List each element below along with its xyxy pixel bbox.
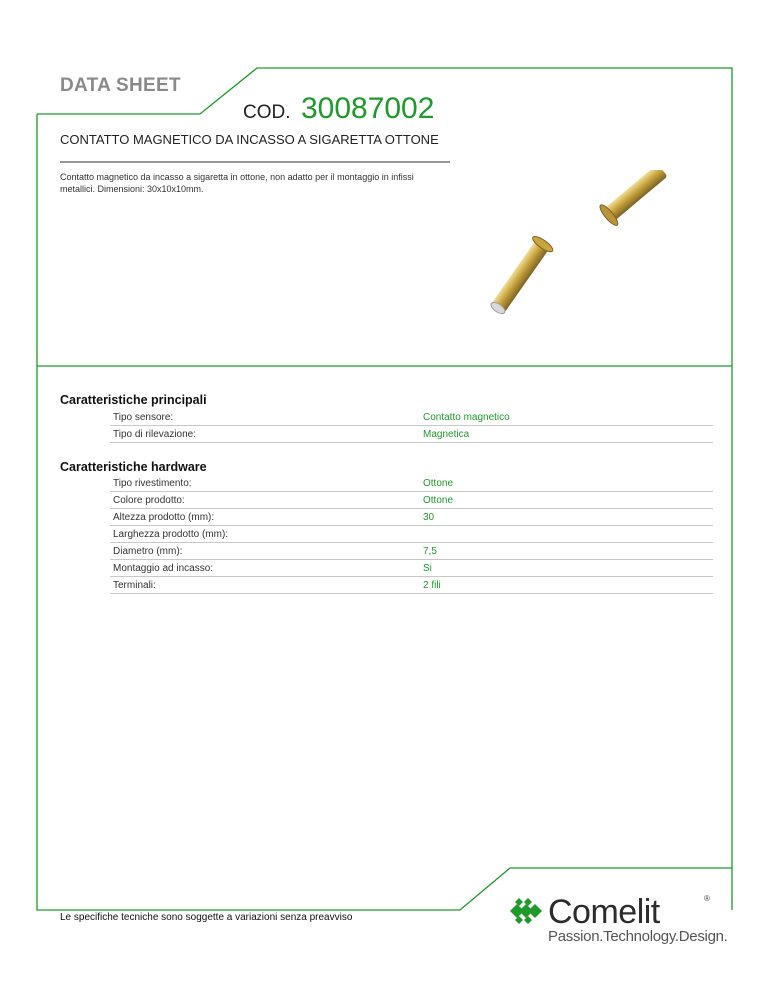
product-code bbox=[243, 92, 434, 126]
brass-magnetic-contact-image bbox=[470, 170, 670, 330]
spec-row bbox=[110, 560, 713, 577]
brand-tagline: Passion.Technology.Design. bbox=[548, 928, 728, 945]
spec-row bbox=[110, 509, 713, 526]
registered-mark: ® bbox=[704, 894, 710, 903]
spec-label: Terminali: bbox=[113, 580, 156, 591]
spec-value: Ottone bbox=[423, 478, 454, 489]
section-title-hardware: Caratteristiche hardware bbox=[60, 460, 207, 474]
spec-row bbox=[110, 526, 713, 543]
spec-label: Tipo di rilevazione: bbox=[113, 429, 197, 440]
spec-value: Contatto magnetico bbox=[423, 412, 510, 423]
spec-row bbox=[110, 543, 713, 560]
spec-value: Si bbox=[423, 563, 432, 574]
section-title-main: Caratteristiche principali bbox=[60, 393, 207, 407]
spec-value: Ottone bbox=[423, 495, 454, 506]
code-number: 30087002 bbox=[300, 92, 435, 125]
spec-value: Magnetica bbox=[423, 429, 470, 440]
spec-label: Diametro (mm): bbox=[113, 546, 183, 557]
spec-row bbox=[110, 577, 713, 594]
brand-wordmark: Comelit bbox=[548, 893, 660, 931]
spec-label: Tipo sensore: bbox=[113, 412, 174, 423]
spec-value: 7,5 bbox=[423, 546, 437, 557]
spec-value: 2 fili bbox=[423, 580, 441, 591]
datasheet-label: DATA SHEET bbox=[60, 75, 181, 96]
product-description: Contatto magnetico da incasso a sigaretta in ottone, non adatto per il montaggio in infissi metallici. Dimensioni: 30x10x10mm. bbox=[60, 172, 414, 194]
spec-row bbox=[110, 475, 713, 492]
comelit-logo-mark-icon bbox=[510, 898, 546, 924]
product-title: CONTATTO MAGNETICO DA INCASSO A SIGARETTA OTTONE bbox=[60, 132, 439, 147]
spec-value: 30 bbox=[423, 512, 435, 523]
spec-label: Tipo rivestimento: bbox=[113, 478, 192, 489]
spec-row bbox=[110, 409, 713, 426]
spec-label: Montaggio ad incasso: bbox=[113, 563, 214, 574]
spec-row bbox=[110, 426, 713, 443]
disclaimer-text: Le specifiche tecniche sono soggette a variazioni senza preavviso bbox=[60, 912, 353, 923]
spec-label: Larghezza prodotto (mm): bbox=[113, 529, 229, 540]
spec-label: Colore prodotto: bbox=[113, 495, 185, 506]
spec-label: Altezza prodotto (mm): bbox=[113, 512, 215, 523]
spec-row bbox=[110, 492, 713, 509]
cod-label: COD. bbox=[243, 102, 291, 123]
